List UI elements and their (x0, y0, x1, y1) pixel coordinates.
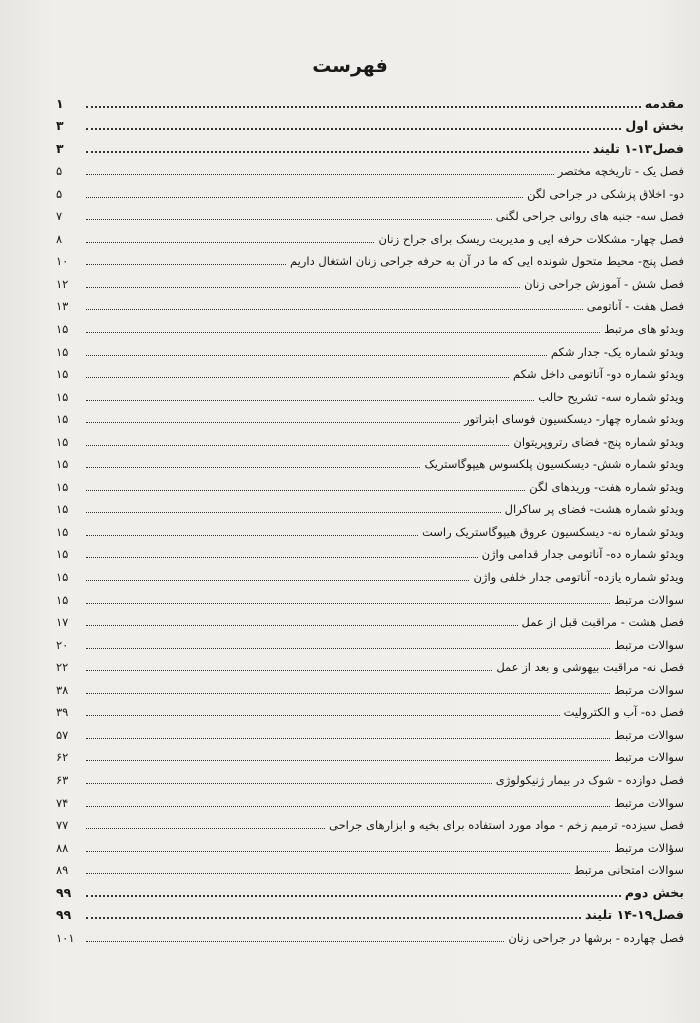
toc-entry-title: ویدئو شماره یازده- آناتومی جدار خلفی واژن (473, 570, 684, 585)
toc-entry-page-number: ۸۸ (56, 840, 69, 855)
toc-entry (56, 719, 684, 742)
dot-leader (86, 648, 610, 649)
toc-entry-page-number: ۱۲ (56, 276, 69, 291)
toc-entry-title: فصل نه- مراقبت بیهوشی و بعد از عمل (496, 660, 684, 675)
toc-entry-title: دو- اخلاق پزشکی در جراحی لگن (527, 186, 684, 201)
toc-entry-page-number: ۸ (56, 231, 63, 246)
toc-entry-title: فصل۱۳-۱ تلیند (592, 140, 684, 156)
toc-entry-title: ویدئو شماره چهار- دیسکسیون فوسای ابتراتور (464, 412, 684, 427)
dot-leader (86, 445, 509, 446)
toc-entry-page-number: ۳۸ (56, 682, 69, 697)
toc-entry (56, 787, 684, 810)
toc-entry-page-number: ۱۵ (56, 412, 69, 427)
toc-entry-page-number: ۱۵ (56, 389, 69, 404)
toc-entry-page-number: ۱۷ (56, 615, 69, 630)
toc-entry (56, 471, 684, 494)
toc-entry-page-number: ۶۳ (56, 772, 69, 787)
toc-entry (56, 810, 684, 833)
toc-entry-page-number: ۱ (56, 95, 64, 111)
toc-entry-page-number: ۱۵ (56, 322, 69, 337)
toc-entry-page-number: ۵ (56, 164, 63, 179)
toc-entry (56, 561, 684, 584)
dot-leader (86, 151, 589, 153)
toc-entry (56, 607, 684, 630)
toc-entry-page-number: ۱۰۱ (56, 930, 75, 945)
toc-entry-page-number: ۳۹ (56, 705, 69, 720)
toc-entry (56, 404, 684, 427)
toc-entry-page-number: ۵۷ (56, 727, 69, 742)
toc-entry-page-number: ۱۵ (56, 344, 69, 359)
toc-entry-title: ویدئو شماره هشت- فضای پر ساکرال (504, 502, 684, 517)
toc-entry-title: سوالات مرتبط (614, 727, 684, 742)
toc-entry (56, 539, 684, 562)
toc-entry (56, 494, 684, 517)
toc-entry-title: بخش دوم (624, 884, 684, 900)
dot-leader (86, 242, 374, 243)
toc-entry-title: سوالات مرتبط (614, 592, 684, 607)
toc-entry-page-number: ۹۹ (56, 907, 72, 923)
toc-entry (56, 629, 684, 652)
toc-entry-title: ویدئو شماره سه- تشریح حالب (538, 389, 684, 404)
dot-leader (86, 377, 509, 378)
toc-entry-title: فصل۱۹-۱۴ تلیند (585, 907, 684, 923)
dot-leader (86, 873, 570, 874)
toc-entry (56, 381, 684, 404)
toc-entry-page-number: ۱۵ (56, 479, 69, 494)
dot-leader (86, 219, 492, 220)
toc-entry-page-number: ۱۵ (56, 592, 69, 607)
dot-leader (86, 535, 418, 536)
dot-leader (86, 580, 469, 581)
toc-entry-page-number: ۱۵ (56, 434, 69, 449)
dot-leader (86, 806, 610, 807)
toc-entry (56, 111, 684, 134)
dot-leader (86, 828, 325, 829)
dot-leader (86, 895, 621, 897)
toc-entry (56, 516, 684, 539)
toc-entry (56, 742, 684, 765)
toc-entry-title: سؤالات مرتبط (614, 840, 684, 855)
toc-entry-page-number: ۱۵ (56, 367, 69, 382)
toc-entry-page-number: ۳ (56, 118, 64, 134)
toc-entry (56, 313, 684, 336)
toc-entry-title: فصل پنج- محیط متحول شونده ایی که ما در آن به حرفه جراحی زنان اشتغال داریم (290, 254, 684, 269)
page-title: فهرست (312, 55, 388, 77)
toc-entry (56, 449, 684, 472)
dot-leader (86, 760, 610, 761)
dot-leader (86, 851, 610, 852)
toc-entry-title: فصل سیزده- ترمیم زخم - مواد مورد استفاده برای بخیه و ابزارهای جراحی (328, 818, 684, 833)
toc-entry (56, 652, 684, 675)
dot-leader (86, 264, 286, 265)
toc-entry-title: ویدئو شماره شش- دیسکسیون پلکسوس هیپوگاستریک (424, 457, 684, 472)
toc-entry (56, 291, 684, 314)
dot-leader (86, 309, 583, 310)
toc-entry-page-number: ۱۵ (56, 524, 69, 539)
toc-entry-title: ویدئو شماره ده- آناتومی جدار قدامی واژن (481, 547, 684, 562)
toc-entry-title: بخش اول (625, 118, 684, 134)
table-of-contents (56, 88, 684, 945)
toc-entry-page-number: ۳ (56, 140, 64, 156)
dot-leader (86, 512, 501, 513)
toc-entry-title: ویدئو شماره پنج- فضای رتروپریتوان (513, 434, 684, 449)
dot-leader (86, 287, 520, 288)
toc-entry-title: ویدئو شماره دو- آناتومی داخل شکم (513, 367, 684, 382)
toc-entry-title: سوالات مرتبط (614, 795, 684, 810)
toc-entry-title: فصل چهار- مشکلات حرفه ایی و مدیریت ریسک برای جراح زنان (378, 231, 684, 246)
dot-leader (86, 128, 621, 130)
toc-entry-page-number: ۱۳ (56, 299, 69, 314)
toc-entry-page-number: ۲۰ (56, 637, 69, 652)
toc-entry (56, 133, 684, 156)
dot-leader (86, 603, 610, 604)
toc-entry (56, 877, 684, 900)
toc-entry-title: سوالات مرتبط (614, 682, 684, 697)
dot-leader (86, 355, 547, 356)
toc-entry-page-number: ۷ (56, 209, 63, 224)
toc-entry (56, 268, 684, 291)
toc-entry (56, 764, 684, 787)
dot-leader (86, 332, 600, 333)
toc-entry-page-number: ۱۵ (56, 570, 69, 585)
toc-entry (56, 426, 684, 449)
toc-entry (56, 674, 684, 697)
toc-entry (56, 201, 684, 224)
toc-entry-page-number: ۱۵ (56, 457, 69, 472)
toc-entry-page-number: ۱۵ (56, 502, 69, 517)
toc-entry-title: فصل ده- آب و الکترولیت (563, 705, 684, 720)
toc-entry-title: فصل سه- جنبه های روانی جراحی لگنی (495, 209, 684, 224)
toc-entry-page-number: ۸۹ (56, 863, 69, 878)
toc-entry-title: ویدئو شماره هفت- وریدهای لگن (529, 479, 684, 494)
dot-leader (86, 174, 554, 175)
toc-entry (56, 900, 684, 923)
dot-leader (86, 783, 492, 784)
toc-entry (56, 584, 684, 607)
toc-entry-title: فصل هفت - آناتومی (586, 299, 684, 314)
dot-leader (86, 941, 504, 942)
toc-entry (56, 223, 684, 246)
dot-leader (86, 557, 478, 558)
dot-leader (86, 467, 420, 468)
dot-leader (86, 693, 610, 694)
toc-entry-title: فصل هشت - مراقبت قبل از عمل (521, 615, 684, 630)
toc-entry-page-number: ۷۷ (56, 818, 69, 833)
dot-leader (86, 738, 610, 739)
toc-entry-page-number: ۵ (56, 186, 63, 201)
toc-entry (56, 336, 684, 359)
toc-entry (56, 178, 684, 201)
toc-entry (56, 832, 684, 855)
toc-entry (56, 359, 684, 382)
dot-leader (86, 917, 581, 919)
toc-entry (56, 156, 684, 179)
dot-leader (86, 625, 518, 626)
toc-entry-title: فصل یک - تاریخچه مختصر (557, 164, 684, 179)
toc-entry-title: سوالات مرتبط (614, 637, 684, 652)
toc-entry (56, 922, 684, 945)
toc-entry (56, 855, 684, 878)
toc-entry-page-number: ۲۲ (56, 660, 69, 675)
toc-entry-page-number: ۷۴ (56, 795, 69, 810)
toc-entry-title: مقدمه (644, 95, 684, 111)
toc-entry-title: ویدئو شماره نه- دیسکسیون عروق هیپوگاستریک راست (421, 524, 684, 539)
toc-entry-title: فصل شش - آموزش جراحی زنان (524, 276, 684, 291)
toc-entry-page-number: ۱۰ (56, 254, 69, 269)
toc-entry-title: ویدئو شماره یک- جدار شکم (550, 344, 684, 359)
toc-entry-title: سوالات مرتبط (614, 750, 684, 765)
toc-entry-title: فصل دوازده - شوک در بیمار ژنیکولوژی (495, 772, 684, 787)
dot-leader (86, 715, 560, 716)
toc-entry-title: فصل چهارده - برشها در جراحی زنان (508, 930, 684, 945)
dot-leader (86, 490, 525, 491)
toc-entry-page-number: ۹۹ (56, 884, 72, 900)
dot-leader (86, 106, 641, 108)
toc-entry (56, 88, 684, 111)
toc-entry-page-number: ۶۲ (56, 750, 69, 765)
toc-entry (56, 697, 684, 720)
toc-entry (56, 246, 684, 269)
dot-leader (86, 197, 523, 198)
dot-leader (86, 670, 492, 671)
toc-entry-title: سوالات امتحانی مرتبط (573, 863, 684, 878)
dot-leader (86, 400, 534, 401)
toc-entry-title: ویدئو های مرتبط (604, 322, 684, 337)
toc-entry-page-number: ۱۵ (56, 547, 69, 562)
dot-leader (86, 422, 460, 423)
